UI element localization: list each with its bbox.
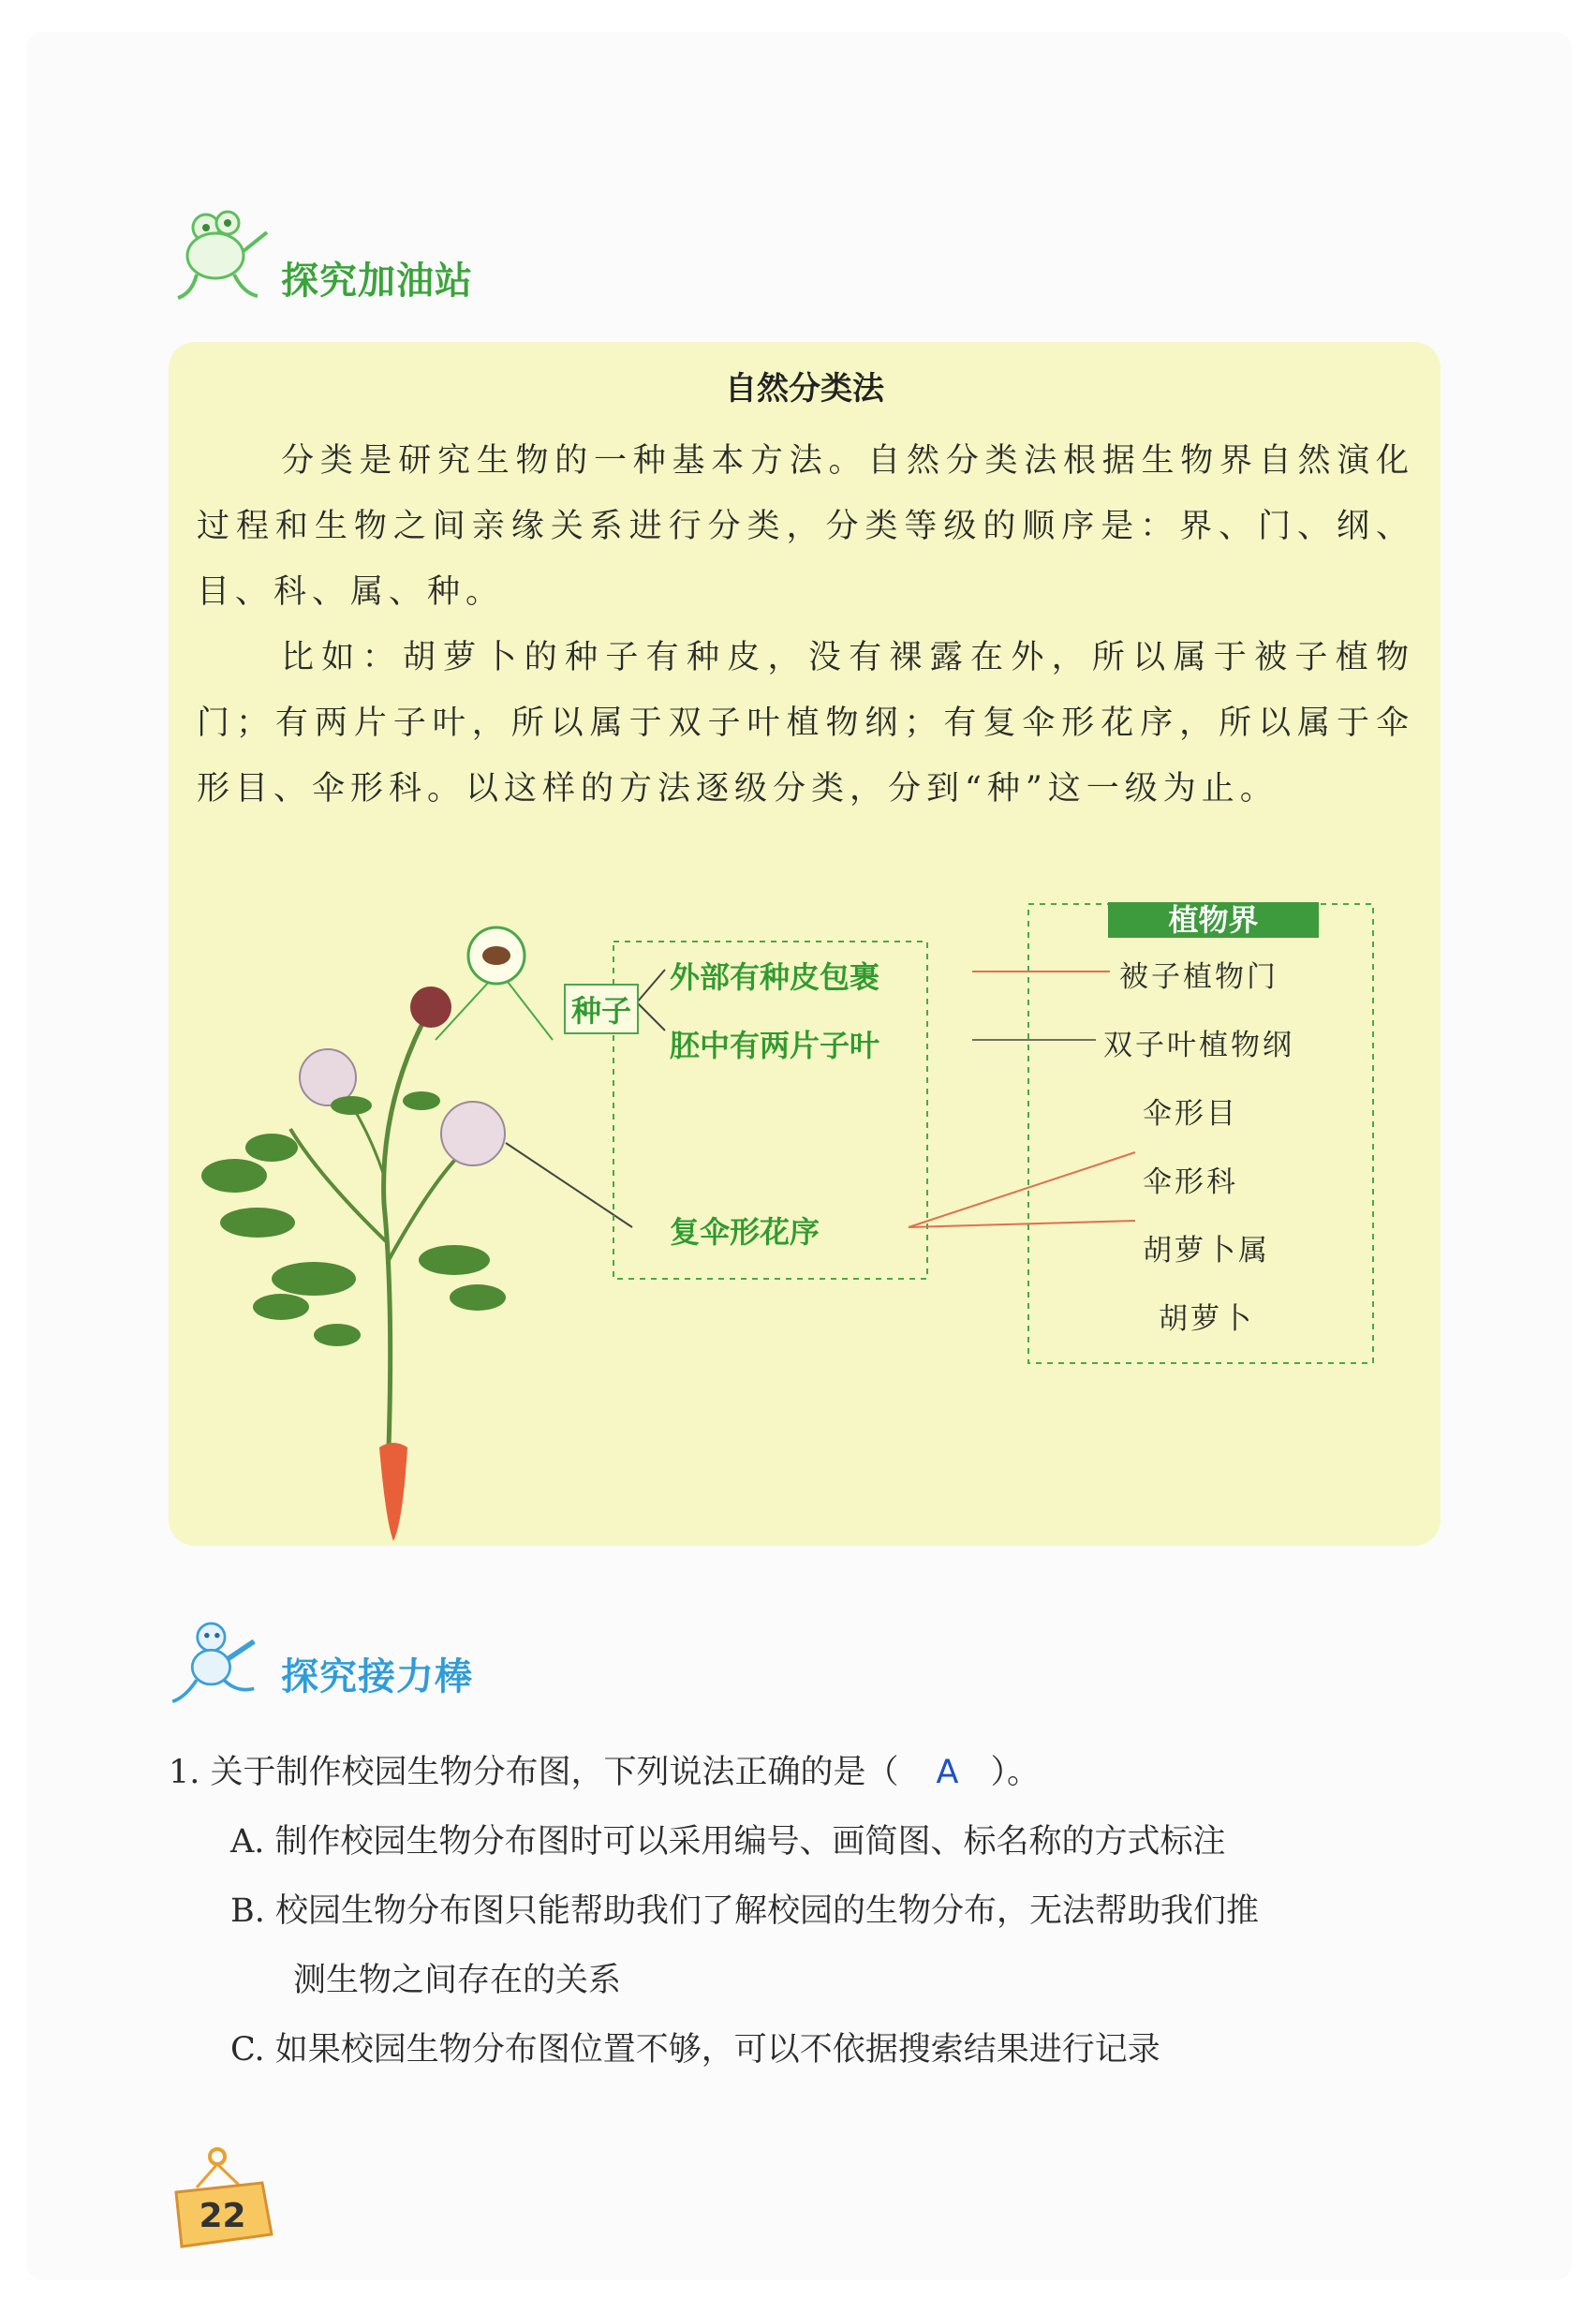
section-header-explore-station [164,195,557,317]
option-b-line2: 测生物之间存在的关系 [293,1962,622,1999]
kingdom-tag: 植物界 [1108,902,1319,938]
option-b-line1: B. 校园生物分布图只能帮助我们了解校园的生物分布，无法帮助我们推 [230,1892,1259,1930]
taxon-order: 伞形目 [1143,1097,1238,1131]
runner-mascot-icon [164,1611,267,1714]
box-title: 自然分类法 [725,370,884,408]
seed-label: 种子 [564,984,639,1034]
feature-compound-umbel: 复伞形花序 [670,1214,820,1250]
option-c: C. 如果校园生物分布图位置不够，可以不依据搜索结果进行记录 [230,2031,1160,2069]
taxon-class: 双子叶植物纲 [1103,1029,1294,1062]
section-title: 探究加油站 [281,260,473,303]
natural-classification-box [169,342,1441,1546]
page-number: 22 [199,2197,246,2235]
taxon-genus: 胡萝卜属 [1143,1234,1270,1268]
answer-text: A [936,1754,959,1791]
paragraph-2: 比如：胡萝卜的种子有种皮，没有裸露在外，所以属于被子植物门；有两片子叶，所以属于双子叶植物纲；有复伞形花序，所以属于伞形目、伞形科。以这样的方法逐级分类，分到“种”这一级为止。 [197,639,1414,808]
section-title: 探究接力棒 [281,1655,473,1698]
paragraph-1: 分类是研究生物的一种基本方法。自然分类法根据生物界自然演化过程和生物之间亲缘关系进行分类，分类等级的顺序是：界、门、纲、目、科、属、种。 [197,442,1414,611]
carrot-classification-diagram [169,867,1441,1541]
feature-seed-coat: 外部有种皮包裹 [670,959,880,995]
section-header-relay [164,1611,557,1724]
option-a: A. 制作校园生物分布图时可以采用编号、画简图、标名称的方式标注 [230,1823,1226,1861]
feature-two-cotyledons: 胚中有两片子叶 [670,1028,880,1063]
page-number-badge [169,2145,276,2248]
frog-mascot-icon [164,195,276,307]
taxon-family: 伞形科 [1143,1165,1238,1199]
taxon-phylum: 被子植物门 [1119,960,1278,994]
question-1-stem: 1. 关于制作校园生物分布图，下列说法正确的是（ A ）。 [169,1754,1040,1791]
taxon-species: 胡萝卜 [1159,1302,1254,1336]
